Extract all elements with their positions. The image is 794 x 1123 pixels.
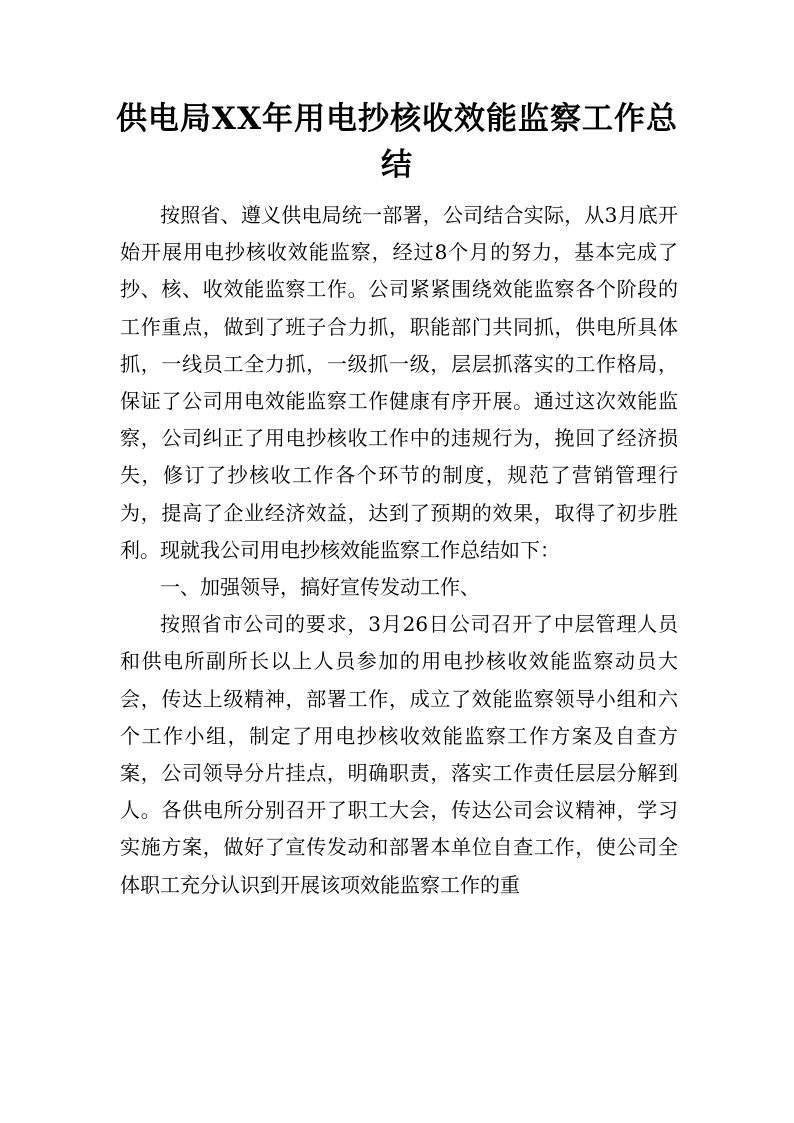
paragraph-section-heading: 一、加强领导，搞好宣传发动工作、 (160, 575, 480, 600)
document-body (120, 197, 678, 904)
paragraph-section-body: 按照省市公司的要求，3月26日公司召开了中层管理人员和供电所副所长以上人员参加的用电抄核收效能监察动员大会，传达上级精神，部署工作，成立了效能监察领导小组和六个工作小组，制定了用电抄核收效能监察工作方案及自查方案，公司领导分片挂点，明确职责，落实工作责任层层分解到人。各供电所分别召开了职工大会，传达公司会议精神，学习实施方案，做好了宣传发动和部署本单位自查工作，使公司全体职工充分认识到开展该项效能监察工作的重 (120, 612, 678, 897)
paragraph-intro: 按照省、遵义供电局统一部署，公司结合实际，从3月底开始开展用电抄核收效能监察，经过8个月的努力，基本完成了抄、核、收效能监察工作。公司紧紧围绕效能监察各个阶段的工作重点，做到了班子合力抓，职能部门共同抓，供电所具体抓，一线员工全力抓，一级抓一级，层层抓落实的工作格局，保证了公司用电效能监察工作健康有序开展。通过这次效能监察，公司纠正了用电抄核收工作中的违规行为，挽回了经济损失，修订了抄核收工作各个环节的制度，规范了营销管理行为，提高了企业经济效益，达到了预期的效果，取得了初步胜利。现就我公司用电抄核效能监察工作总结如下： (120, 203, 678, 562)
document-title: 供电局XX年用电抄核收效能监察工作总结 (115, 101, 679, 183)
